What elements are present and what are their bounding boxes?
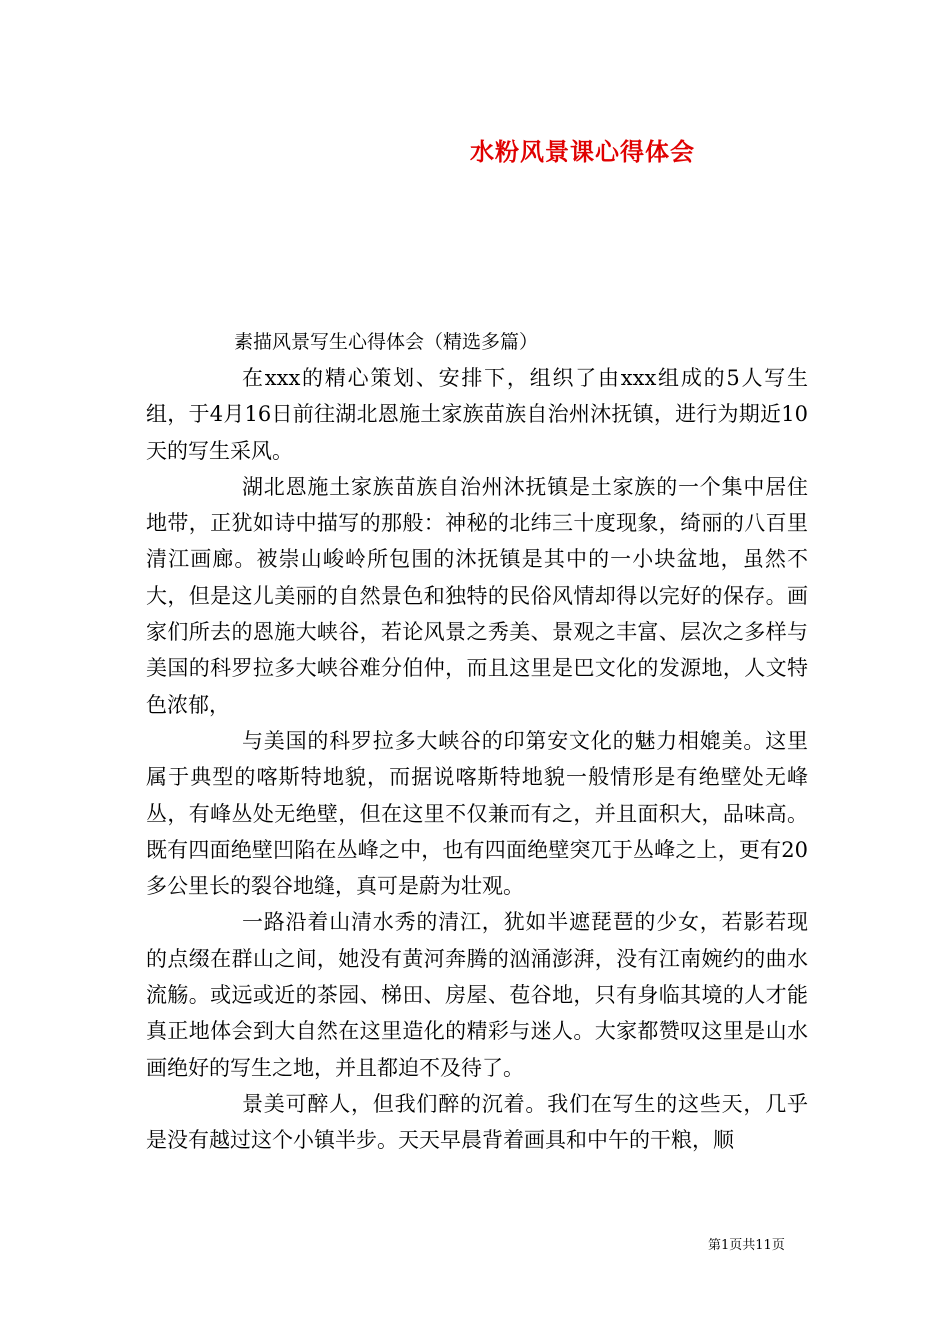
- document-body: [146, 360, 808, 1159]
- paragraph: 一路沿着山清水秀的清江，犹如半遮琵琶的少女，若影若现的点缀在群山之间，她没有黄河奔腾的汹涌澎湃，没有江南婉约的曲水流觞。或远或近的茶园、梯田、房屋、苞谷地，只有身临其境的人才能真正地体会到大自然在这里造化的精彩与迷人。大家都赞叹这里是山水画绝好的写生之地，并且都迫不及待了。: [146, 910, 808, 1080]
- paragraph: 湖北恩施土家族苗族自治州沐抚镇是土家族的一个集中居住地带，正犹如诗中描写的那般：神秘的北纬三十度现象，绮丽的八百里清江画廊。被崇山峻岭所包围的沐抚镇是其中的一小块盆地，虽然不大，但是这儿美丽的自然景色和独特的民俗风情却得以完好的保存。画家们所去的恩施大峡谷，若论风景之秀美、景观之丰富、层次之多样与美国的科罗拉多大峡谷难分伯仲，而且这里是巴文化的发源地，人文特色浓郁，: [146, 474, 808, 717]
- page-number: 第1页共11页: [708, 1238, 785, 1253]
- document-subtitle: 素描风景写生心得体会（精选多篇）: [234, 331, 539, 353]
- paragraph: 在xxx的精心策划、安排下，组织了由xxx组成的5人写生组，于4月16日前往湖北恩施土家族苗族自治州沐抚镇，进行为期近10天的写生采风。: [146, 366, 808, 463]
- document-title: 水粉风景课心得体会: [470, 137, 695, 166]
- paragraph: 景美可醉人，但我们醉的沉着。我们在写生的这些天，几乎是没有越过这个小镇半步。天天早晨背着画具和中午的干粮，顺: [146, 1091, 808, 1153]
- paragraph: 与美国的科罗拉多大峡谷的印第安文化的魅力相媲美。这里属于典型的喀斯特地貌，而据说喀斯特地貌一般情形是有绝壁处无峰丛，有峰丛处无绝壁，但在这里不仅兼而有之，并且面积大，品味高。既有四面绝壁凹陷在丛峰之中，也有四面绝壁突兀于丛峰之上，更有20多公里长的裂谷地缝，真可是蔚为壮观。: [146, 728, 808, 899]
